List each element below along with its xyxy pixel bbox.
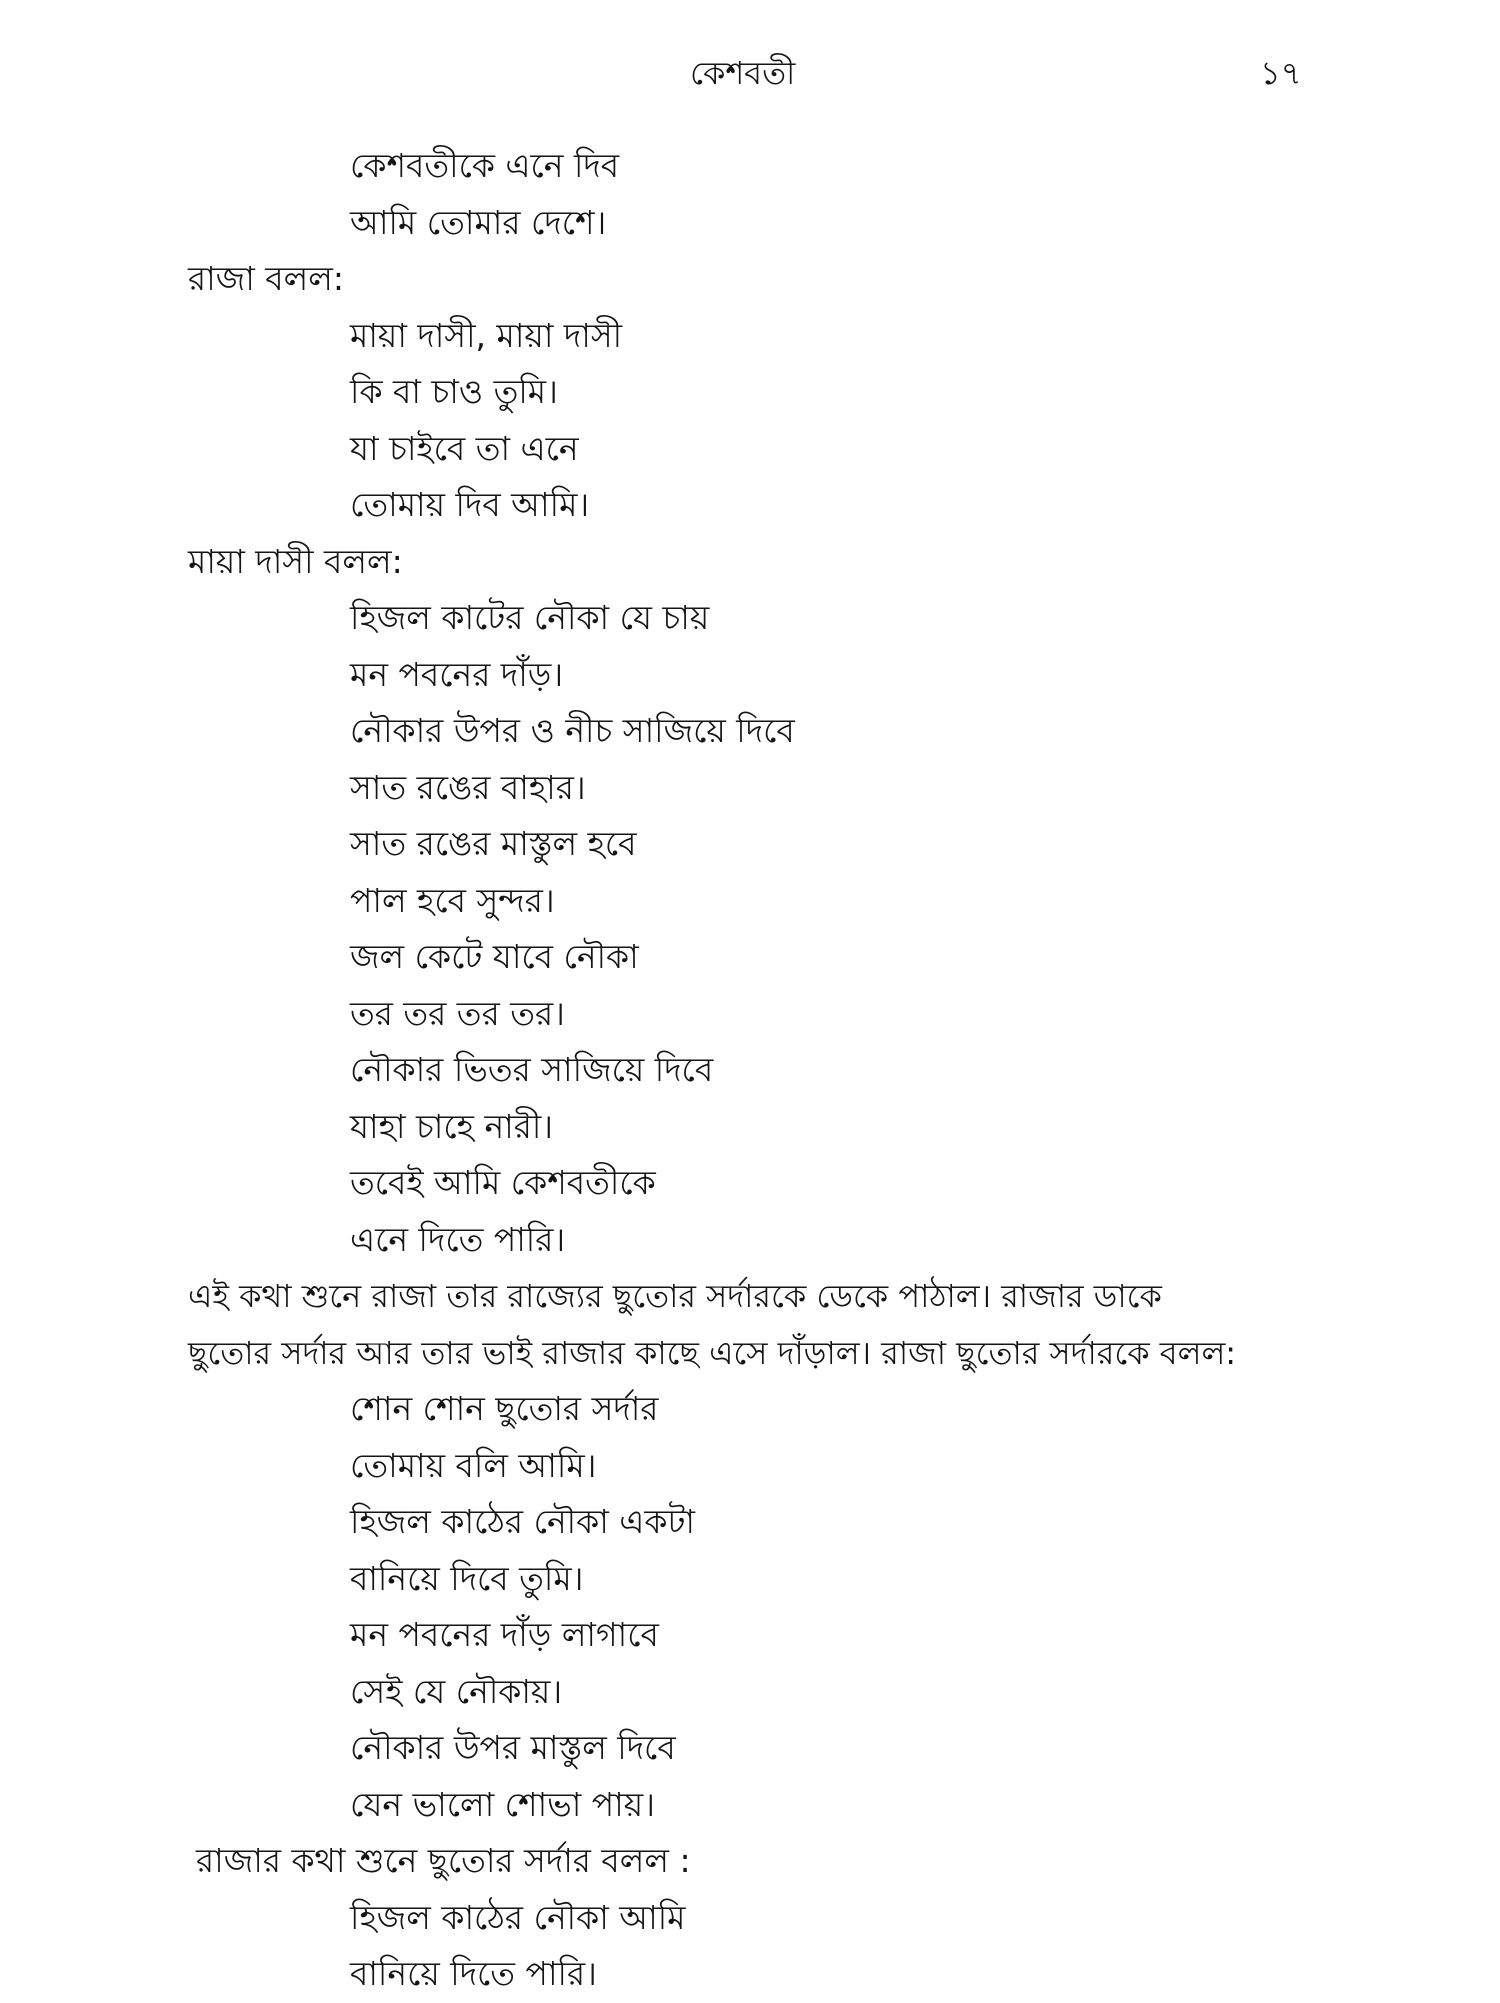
verse-line: কেশবতীকে এনে দিব	[350, 146, 620, 185]
verse-line: মায়া দাসী, মায়া দাসী	[350, 315, 623, 355]
verse-line: তোমায় দিব আমি।	[350, 485, 590, 524]
verse-line: নৌকার উপর মাস্তুল দিবে	[350, 1728, 676, 1767]
verse-line: হিজল কাঠের নৌকা আমি	[350, 1897, 686, 1937]
running-title: কেশবতী	[690, 54, 796, 92]
verse-line: বানিয়ে দিবে তুমি।	[350, 1558, 584, 1598]
page-body	[0, 138, 1500, 2003]
verse-line: তবেই আমি কেশবতীকে	[350, 1163, 656, 1202]
verse-line: মন পবনের দাঁড়।	[350, 654, 564, 694]
verse-line: যেন ভালো শোভা পায়।	[350, 1784, 655, 1824]
verse-line: নৌকার ভিতর সাজিয়ে দিবে	[350, 1050, 714, 1089]
verse-line: আমি তোমার দেশে।	[350, 202, 607, 242]
speaker-line: রাজার কথা শুনে ছুতোর সর্দার বলল :	[196, 1841, 691, 1880]
page-header	[0, 48, 1500, 108]
verse-line: যা চাইবে তা এনে	[350, 428, 579, 468]
verse-line: হিজল কাঠের নৌকা একটা	[350, 1502, 695, 1541]
verse-line: নৌকার উপর ও নীচ সাজিয়ে দিবে	[350, 711, 795, 750]
verse-line: পাল হবে সুন্দর।	[350, 880, 555, 920]
verse-line: বানিয়ে দিতে পারি।	[350, 1954, 597, 1993]
speaker-line: মায়া দাসী বলল:	[188, 541, 403, 581]
verse-line: সাত রঙের মাস্তুল হবে	[350, 824, 637, 863]
verse-line: জল কেটে যাবে নৌকা	[350, 937, 639, 976]
verse-line: মন পবনের দাঁড় লাগাবে	[350, 1615, 659, 1654]
verse-line: যাহা চাহে নারী।	[350, 1106, 554, 1146]
prose-line: এই কথা শুনে রাজা তার রাজ্যের ছুতোর সর্দারকে ডেকে পাঠাল। রাজার ডাকে	[188, 1277, 1162, 1315]
speaker-line: রাজা বলল:	[188, 259, 344, 298]
verse-line: তর তর তর তর।	[350, 993, 565, 1033]
verse-line: এনে দিতে পারি।	[350, 1219, 566, 1259]
prose-line: ছুতোর সর্দার আর তার ভাই রাজার কাছে এসে দাঁড়াল। রাজা ছুতোর সর্দারকে বলল:	[188, 1333, 1237, 1372]
page-number: ১৭	[1260, 54, 1302, 92]
verse-line: শোন শোন ছুতোর সর্দার	[350, 1389, 659, 1428]
verse-line: হিজল কাটের নৌকা যে চায়	[350, 598, 710, 637]
verse-line: কি বা চাও তুমি।	[350, 372, 558, 411]
verse-line: সেই যে নৌকায়।	[350, 1671, 563, 1711]
verse-line: তোমায় বলি আমি।	[350, 1445, 597, 1485]
verse-line: সাত রঙের বাহার।	[350, 767, 586, 807]
